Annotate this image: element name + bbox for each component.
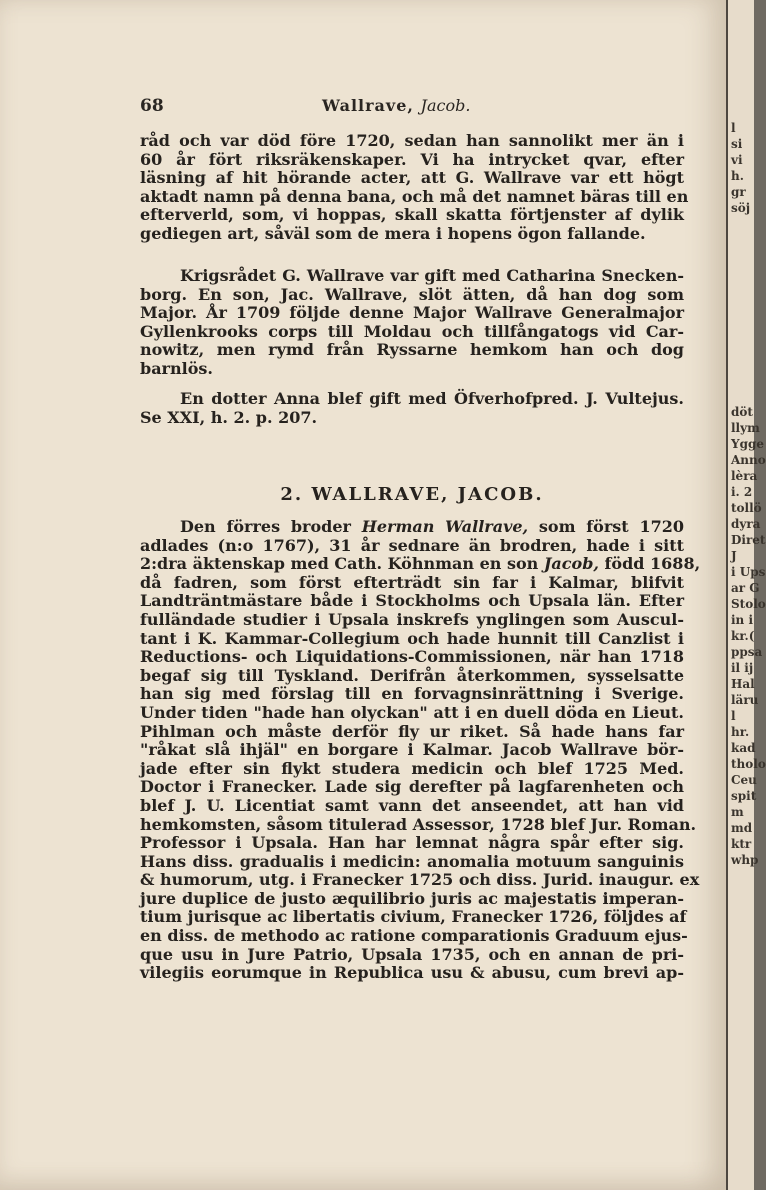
text-line: En dotter Anna blef gift med Öfverhofpred. J. Vultejus. bbox=[180, 389, 684, 408]
text-line: Professor i Upsala. Han har lemnat några spår efter sig. bbox=[140, 833, 684, 853]
text-line: Pihlman och måste derför fly ur riket. Så hade hans far bbox=[140, 721, 684, 741]
text-run: Den förres broder bbox=[180, 517, 362, 536]
text-line: Se XXI, h. 2. p. 207. bbox=[140, 407, 318, 427]
text-line: fulländade studier i Upsala inskrefs ynglingen som Auscul- bbox=[140, 609, 684, 629]
adjacent-fragment: Anno bbox=[731, 453, 766, 467]
text-line: Hans diss. gradualis i medicin: anomalia motuum sanguinis bbox=[140, 851, 684, 871]
text-line: vilegiis eorumque in Republica usu & abusu, cum brevi ap- bbox=[140, 963, 684, 983]
adjacent-fragment: l bbox=[731, 121, 736, 135]
text-line: "råkat slå ihjäl" en borgare i Kalmar. Jacob Wallrave bör- bbox=[140, 740, 684, 760]
text-line: aktadt namn på denna bana, och må det namnet bäras till en bbox=[140, 186, 689, 206]
adjacent-fragment: läru bbox=[731, 693, 759, 707]
section-heading: 2. WALLRAVE, JACOB. bbox=[280, 484, 544, 505]
adjacent-fragment: m bbox=[731, 805, 744, 819]
adjacent-fragment: il ij bbox=[731, 661, 754, 675]
text-line: borg. En son, Jac. Wallrave, slöt ätten, då han dog som bbox=[140, 284, 684, 304]
text-line: en diss. de methodo ac ratione comparationis Graduum ejus- bbox=[140, 926, 688, 946]
adjacent-fragment: i Ups bbox=[731, 565, 766, 579]
text-line: begaf sig till Tyskland. Derifrån återkommen, sysselsatte bbox=[140, 665, 684, 685]
adjacent-fragment: J bbox=[731, 549, 737, 563]
adjacent-fragment: söj bbox=[731, 201, 751, 215]
text-line: tant i K. Kammar-Collegium och hade hunnit till Canzlist i bbox=[140, 628, 684, 648]
running-head-given-name: Jacob. bbox=[420, 96, 471, 115]
text-line: han sig med förslag till en forvagnsinrättning i Sverige. bbox=[140, 684, 684, 704]
text-line: hemkomsten, såsom titulerad Assessor, 1728 blef Jur. Roman. bbox=[140, 814, 697, 834]
text-line: & humorum, utg. i Franecker 1725 och diss. Jurid. inaugur. ex bbox=[140, 870, 700, 890]
adjacent-fragment: llym bbox=[731, 421, 760, 435]
text-run: född 1688, bbox=[598, 554, 701, 574]
adjacent-fragment: Ygge bbox=[731, 437, 764, 451]
adjacent-fragment: hr. bbox=[731, 725, 750, 739]
paragraph-marriage bbox=[140, 267, 684, 379]
text-run: 2:dra äktenskap med Cath. Köhnman en son bbox=[140, 554, 544, 574]
text-line: efterverld, som, vi hoppas, skall skatta förtjenster af dylik bbox=[140, 205, 684, 225]
adjacent-fragment: whp bbox=[731, 853, 759, 867]
adjacent-fragment: ar G bbox=[731, 581, 760, 595]
text-line: Landträntmästare både i Stockholms och Upsala län. Efter bbox=[140, 591, 684, 611]
text-line: Reductions- och Liquidations-Commissionen, när han 1718 bbox=[140, 647, 684, 667]
adjacent-fragment: l bbox=[731, 709, 736, 723]
text-line: 60 år fört riksräkenskaper. Vi ha intrycket qvar, efter bbox=[140, 149, 684, 169]
text-line: tium jurisque ac libertatis civium, Franecker 1726, följdes af bbox=[140, 907, 687, 927]
adjacent-fragment: vi bbox=[731, 153, 743, 167]
running-head-name: Wallrave, bbox=[322, 96, 414, 115]
adjacent-fragment: h. bbox=[731, 169, 744, 183]
text-line: barnlös. bbox=[140, 358, 213, 378]
adjacent-fragment: kad bbox=[731, 741, 756, 755]
text-line: jade efter sin flykt studera medicin och blef 1725 Med. bbox=[140, 758, 684, 778]
adjacent-fragment: in i bbox=[731, 613, 754, 627]
adjacent-fragment: tholo bbox=[731, 757, 766, 771]
text-line bbox=[140, 518, 684, 537]
text-line: då fadren, som först efterträdt sin far i Kalmar, blifvit bbox=[140, 572, 684, 592]
adjacent-fragment: md bbox=[731, 821, 753, 835]
adjacent-fragment: Ceu bbox=[731, 773, 757, 787]
paragraph-continuation bbox=[140, 131, 689, 244]
page-number: 68 bbox=[140, 96, 164, 116]
text-line: blef J. U. Licentiat samt vann det anseendet, att han vid bbox=[140, 795, 684, 815]
adjacent-fragment: tollö bbox=[731, 501, 762, 515]
paragraph-daughter bbox=[140, 390, 684, 427]
adjacent-fragment: Stolo bbox=[731, 597, 766, 611]
paragraph-jacob bbox=[140, 517, 701, 983]
text-run-italic: Jacob, bbox=[543, 554, 599, 574]
text-line: Under tiden "hade han olyckan" att i en duell döda en Lieut. bbox=[140, 702, 684, 722]
text-run-italic: Herman Wallrave, bbox=[361, 517, 529, 536]
text-line: Doctor i Franecker. Lade sig derefter på lagfarenheten och bbox=[140, 777, 684, 797]
adjacent-fragment: ktr bbox=[731, 837, 752, 851]
adjacent-fragment: Diret bbox=[731, 533, 766, 547]
text-line: Gyllenkrooks corps till Moldau och tillfångatogs vid Car- bbox=[140, 321, 684, 341]
text-line: adlades (n:o 1767), 31 år sednare än brodren, hade i sitt bbox=[140, 535, 684, 555]
adjacent-fragment: i. 2 bbox=[731, 485, 753, 499]
text-line: nowitz, men rymd från Ryssarne hemkom han och dog bbox=[140, 340, 684, 360]
text-line: läsning af hit hörande acter, att G. Wallrave var ett högt bbox=[140, 168, 684, 188]
text-line: jure duplice de justo æquilibrio juris ac majestatis imperan- bbox=[140, 888, 684, 908]
text-line: Major. År 1709 följde denne Major Wallrave Generalmajor bbox=[140, 303, 684, 323]
adjacent-fragment: si bbox=[731, 137, 743, 151]
text-line bbox=[140, 554, 701, 574]
adjacent-page-fragments-top bbox=[728, 120, 750, 216]
adjacent-fragment: lèra bbox=[731, 469, 758, 483]
adjacent-fragment: döt bbox=[731, 405, 753, 419]
adjacent-fragment: spit bbox=[731, 789, 757, 803]
text-line: que usu in Jure Patrio, Upsala 1735, och en annan de pri- bbox=[140, 944, 684, 964]
text-line: gediegen art, såväl som de mera i hopens ögon fallande. bbox=[140, 223, 646, 243]
adjacent-page-fragments-mid bbox=[728, 404, 766, 868]
adjacent-fragment: dyra bbox=[731, 517, 761, 531]
adjacent-page-edge bbox=[726, 0, 766, 1190]
adjacent-fragment: gr bbox=[731, 185, 746, 199]
text-line: råd och var död före 1720, sedan han sannolikt mer än i bbox=[140, 131, 684, 150]
adjacent-fragment: Hal bbox=[731, 677, 755, 691]
page-header bbox=[140, 96, 684, 120]
adjacent-fragment: ppsa bbox=[731, 645, 763, 659]
adjacent-fragment: kr.( bbox=[731, 629, 755, 643]
text-run: som först 1720 bbox=[528, 517, 685, 536]
text-line: Krigsrådet G. Wallrave var gift med Catharina Snecken- bbox=[180, 266, 684, 285]
running-head bbox=[322, 96, 470, 115]
